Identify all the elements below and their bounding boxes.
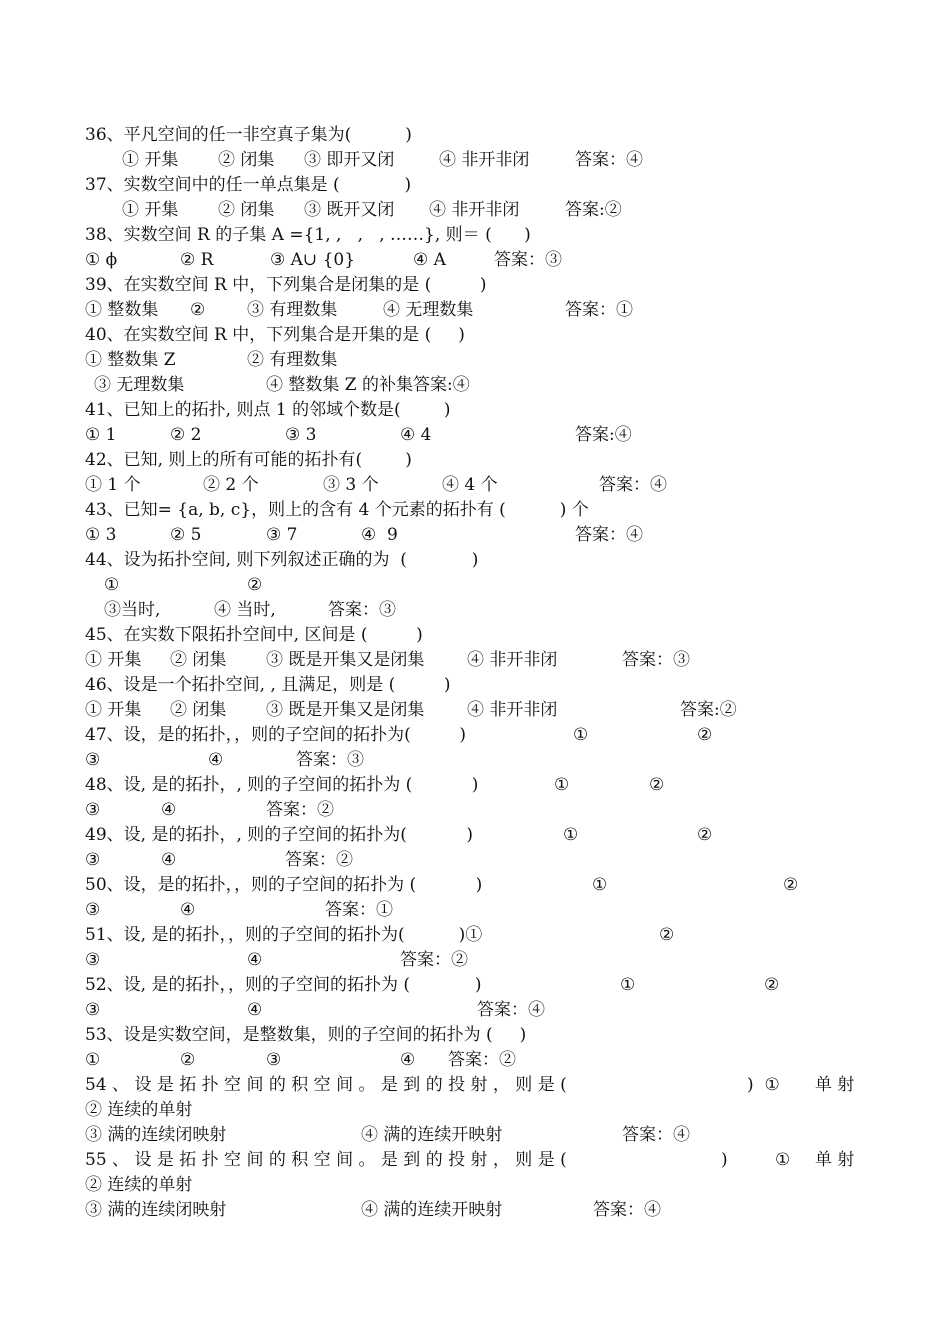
question-40-stem: 40、在实数空间 R 中，下列集合是开集的是 ( ) (85, 325, 465, 345)
question-36-line-1 (0, 123, 950, 148)
option-2: ② 5 (170, 525, 202, 545)
answer: 答案：④ (575, 525, 643, 545)
question-45-options (0, 648, 950, 673)
option-1: ① (85, 1050, 101, 1070)
answer: 答案：② (448, 1050, 516, 1070)
option-1: ① 整数集 (85, 300, 159, 320)
question-41-options (0, 423, 950, 448)
answer: 答案：② (400, 950, 468, 970)
option-4: ④ (208, 750, 224, 770)
option-2: ② (697, 825, 713, 845)
question-41-stem: 41、已知上的拓扑, 则点 1 的邻域个数是( ) (85, 400, 451, 420)
option-3: ③当时, (104, 600, 161, 620)
option-2: ② 连续的单射 (85, 1100, 193, 1120)
option-3: ③ 3 个 (323, 475, 379, 495)
question-49-options (0, 848, 950, 873)
question-52-options (0, 998, 950, 1023)
question-46-line-1 (0, 673, 950, 698)
answer: 答案：③ (296, 750, 364, 770)
question-45-stem: 45、在实数下限拓扑空间中, 区间是 ( ) (85, 625, 423, 645)
option-3: ③ 既是开集又是闭集 (266, 700, 425, 720)
question-55-options (0, 1198, 950, 1223)
answer: 答案：④ (575, 150, 643, 170)
option-4: ④ (247, 1000, 263, 1020)
option-3: ③ 3 (285, 425, 317, 445)
option-2: ② 闭集 (170, 700, 227, 720)
question-50-options (0, 898, 950, 923)
option-2: ② 闭集 (170, 650, 227, 670)
option-2: ② (697, 725, 713, 745)
question-55-line-2 (0, 1173, 950, 1198)
question-42-options (0, 473, 950, 498)
question-37-options (0, 198, 950, 223)
option-2: ② (764, 975, 780, 995)
option-1: ① 开集 (85, 700, 142, 720)
question-54-line-2 (0, 1098, 950, 1123)
option-3: ③ (85, 900, 101, 920)
answer: 答案：④ (593, 1200, 661, 1220)
question-46-options (0, 698, 950, 723)
question-47-line-1 (0, 723, 950, 748)
option-1: ① (554, 775, 570, 795)
option-2: ② 闭集 (218, 200, 275, 220)
option-2: ② (659, 925, 675, 945)
option-2: ② (180, 1050, 196, 1070)
option-3: ③ 7 (266, 525, 298, 545)
question-53-line-1 (0, 1023, 950, 1048)
option-4-with-answer: ④ 整数集 Z 的补集答案:④ (266, 375, 470, 395)
option-1: ) ① (747, 1075, 780, 1095)
question-47-stem: 47、设，是的拓扑，，则的子空间的拓扑为( ) (85, 725, 467, 745)
question-43-line-1 (0, 498, 950, 523)
question-52-stem: 52、设, 是的拓扑，，则的子空间的拓扑为 ( ) (85, 975, 482, 995)
question-51-line-1 (0, 923, 950, 948)
option-4: ④ 非开非闭 (467, 700, 558, 720)
option-3: ③ (85, 750, 101, 770)
question-51-options (0, 948, 950, 973)
question-49-stem: 49、设, 是的拓扑，, 则的子空间的拓扑为( ) (85, 825, 473, 845)
option-3: ③ 既开又闭 (304, 200, 395, 220)
question-48-options (0, 798, 950, 823)
option-1: ① ϕ (85, 250, 118, 270)
answer: 答案：③ (494, 250, 562, 270)
option-4: ④ (400, 1050, 416, 1070)
question-54-line-1 (0, 1073, 950, 1098)
option-4: ④ (161, 850, 177, 870)
question-38-options (0, 248, 950, 273)
question-40-options-a (0, 348, 950, 373)
option-4: ④ (180, 900, 196, 920)
option-2: ② (649, 775, 665, 795)
question-49-line-1 (0, 823, 950, 848)
question-40-line-1 (0, 323, 950, 348)
option-4: ④ 非开非闭 (429, 200, 520, 220)
option-2: ② 2 (170, 425, 202, 445)
option-4: ④ (247, 950, 263, 970)
option-1-text: 单 射 (815, 1075, 855, 1095)
answer: 答案：③ (622, 650, 690, 670)
option-2: ② (783, 875, 799, 895)
question-43-options (0, 523, 950, 548)
option-2: ② 连续的单射 (85, 1175, 193, 1195)
option-3: ③ (85, 850, 101, 870)
option-4: ④ 满的连续开映射 (361, 1125, 503, 1145)
option-4: ④ 非开非闭 (439, 150, 530, 170)
answer: 答案：④ (622, 1125, 690, 1145)
option-1: ① (775, 1150, 791, 1170)
option-3: ③ (85, 1000, 101, 1020)
question-44-options-b (0, 598, 950, 623)
question-53-stem: 53、设是实数空间，是整数集，则的子空间的拓扑为 ( ) (85, 1025, 527, 1045)
answer: 答案：① (325, 900, 393, 920)
question-44-line-1 (0, 548, 950, 573)
option-4: ④ 4 个 (442, 475, 498, 495)
question-50-stem: 50、设，是的拓扑，，则的子空间的拓扑为 ( ) (85, 875, 483, 895)
option-4: ④ A (413, 250, 446, 270)
question-36-options (0, 148, 950, 173)
option-4: ④ 非开非闭 (467, 650, 558, 670)
option-2: ② 闭集 (218, 150, 275, 170)
question-39-options (0, 298, 950, 323)
question-38-line-1 (0, 223, 950, 248)
option-3: ③ 即开又闭 (304, 150, 395, 170)
question-54-stem: 54 、 设 是 拓 扑 空 间 的 积 空 间 。 是 到 的 投 射 ， 则 是 ( (85, 1075, 567, 1095)
question-55-stem: 55 、 设 是 拓 扑 空 间 的 积 空 间 。 是 到 的 投 射 ， 则 是 ( (85, 1150, 567, 1170)
option-3: ③ 有理数集 (247, 300, 338, 320)
option-1: ① (104, 575, 120, 595)
question-52-line-1 (0, 973, 950, 998)
option-2: ② 有理数集 (247, 350, 338, 370)
question-53-options (0, 1048, 950, 1073)
option-1: ① 1 (85, 425, 117, 445)
question-39-line-1 (0, 273, 950, 298)
option-1: ① (563, 825, 579, 845)
answer: 答案：② (266, 800, 334, 820)
question-44-stem: 44、设为拓扑空间, 则下列叙述正确的为 ( ) (85, 550, 479, 570)
option-1: ① (620, 975, 636, 995)
question-55-line-1 (0, 1148, 950, 1173)
question-44-options-a (0, 573, 950, 598)
question-46-stem: 46、设是一个拓扑空间, , 且满足，则是 ( ) (85, 675, 451, 695)
option-1: ① 开集 (122, 150, 179, 170)
option-3: ③ (266, 1050, 282, 1070)
answer: 答案：① (565, 300, 633, 320)
question-47-options (0, 748, 950, 773)
answer: 答案：④ (477, 1000, 545, 1020)
question-43-stem: 43、已知= {a, b, c}，则上的含有 4 个元素的拓扑有 ( ) 个 (85, 500, 589, 520)
answer: 答案:② (680, 700, 737, 720)
option-1: ① 开集 (122, 200, 179, 220)
question-36-stem: 36、平凡空间的任一非空真子集为( ) (85, 125, 412, 145)
option-4: ④ (161, 800, 177, 820)
question-51-stem-with-option-1: 51、设, 是的拓扑，，则的子空间的拓扑为( )① (85, 925, 483, 945)
option-1: ① 1 个 (85, 475, 141, 495)
option-4: ④ 9 (361, 525, 398, 545)
option-3: ③ 既是开集又是闭集 (266, 650, 425, 670)
option-3: ③ (85, 950, 101, 970)
question-38-stem: 38、实数空间 R 的子集 A ={1, , , , ……}, 则＝ ( ) (85, 225, 531, 245)
question-54-options (0, 1123, 950, 1148)
option-4: ④ 当时, (214, 600, 276, 620)
option-3: ③ 满的连续闭映射 (85, 1200, 227, 1220)
option-2: ② R (180, 250, 214, 270)
option-4: ④ 满的连续开映射 (361, 1200, 503, 1220)
option-2: ② (190, 300, 206, 320)
option-3: ③ 无理数集 (94, 375, 185, 395)
option-1: ① 整数集 Z (85, 350, 176, 370)
question-42-stem: 42、已知, 则上的所有可能的拓扑有( ) (85, 450, 412, 470)
question-37-stem: 37、实数空间中的任一单点集是 ( ) (85, 175, 412, 195)
question-50-line-1 (0, 873, 950, 898)
option-1: ① (592, 875, 608, 895)
answer: 答案：④ (599, 475, 667, 495)
question-48-line-1 (0, 773, 950, 798)
option-4: ④ 4 (400, 425, 432, 445)
option-2: ② (247, 575, 263, 595)
answer: 答案：③ (328, 600, 396, 620)
option-1: ① 开集 (85, 650, 142, 670)
option-3: ③ A∪ {0} (270, 250, 356, 270)
question-48-stem: 48、设, 是的拓扑，, 则的子空间的拓扑为 ( ) (85, 775, 479, 795)
answer: 答案：② (285, 850, 353, 870)
option-3: ③ (85, 800, 101, 820)
question-39-stem: 39、在实数空间 R 中，下列集合是闭集的是 ( ) (85, 275, 487, 295)
question-40-options-b (0, 373, 950, 398)
option-2: ② 2 个 (203, 475, 259, 495)
option-4: ④ 无理数集 (383, 300, 474, 320)
question-42-line-1 (0, 448, 950, 473)
option-1: ① (573, 725, 589, 745)
question-41-line-1 (0, 398, 950, 423)
question-37-line-1 (0, 173, 950, 198)
paren-close: ) (721, 1150, 728, 1170)
answer: 答案:④ (575, 425, 632, 445)
answer: 答案:② (565, 200, 622, 220)
option-3: ③ 满的连续闭映射 (85, 1125, 227, 1145)
question-45-line-1 (0, 623, 950, 648)
option-1-text: 单 射 (815, 1150, 855, 1170)
option-1: ① 3 (85, 525, 117, 545)
